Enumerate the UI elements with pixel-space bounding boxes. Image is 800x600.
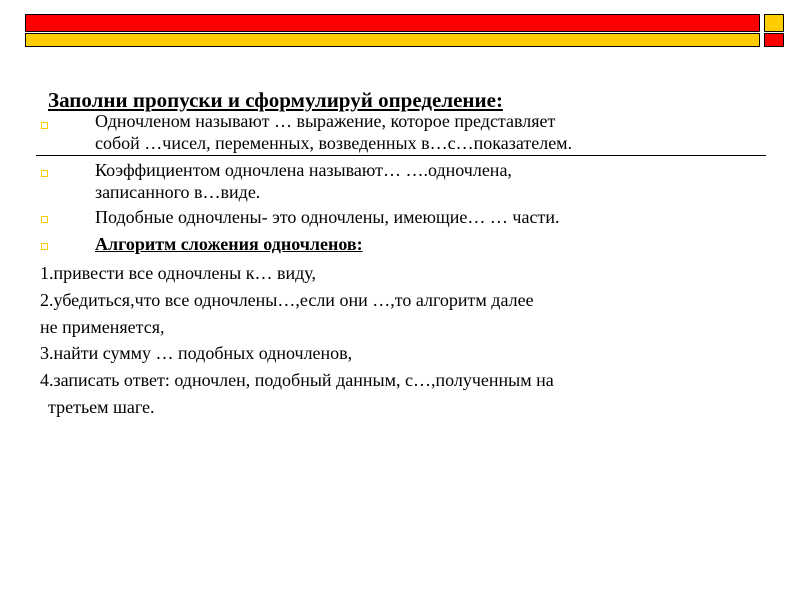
- square-bullet-icon: [41, 122, 48, 129]
- algorithm-step-4-continued: третьем шаге.: [48, 397, 155, 417]
- bullet-line: Коэффициентом одночлена называют… ….одночлена,: [95, 160, 512, 180]
- algorithm-step-4: 4.записать ответ: одночлен, подобный данным, с…,полученным на: [40, 370, 554, 390]
- underline-divider: [36, 155, 766, 156]
- header-red-bar: [25, 14, 760, 32]
- square-bullet-icon: [41, 170, 48, 177]
- algorithm-step-3: 3.найти сумму … подобных одночленов,: [40, 343, 353, 363]
- bullet-line: Одночленом называют … выражение, которое представляет: [95, 111, 556, 131]
- square-bullet-icon: [41, 243, 48, 250]
- header-yellow-bar: [25, 33, 760, 47]
- bullet-line: собой …чисел, переменных, возведенных в…с…показателем.: [95, 133, 573, 153]
- algorithm-step-2: 2.убедиться,что все одночлены…,если они …,то алгоритм далее: [40, 290, 534, 310]
- algorithm-step-2-continued: не применяется,: [40, 317, 165, 337]
- bullet-line: записанного в…виде.: [95, 182, 261, 202]
- bullet-line: Подобные одночлены- это одночлены, имеющие… … части.: [95, 207, 560, 227]
- algorithm-heading: Алгоритм сложения одночленов:: [95, 234, 363, 254]
- header-red-square: [764, 33, 784, 47]
- square-bullet-icon: [41, 216, 48, 223]
- algorithm-step-1: 1.привести все одночлены к… виду,: [40, 263, 316, 283]
- header-yellow-square: [764, 14, 784, 32]
- slide-title: Заполни пропуски и сформулируй определение:: [48, 88, 503, 112]
